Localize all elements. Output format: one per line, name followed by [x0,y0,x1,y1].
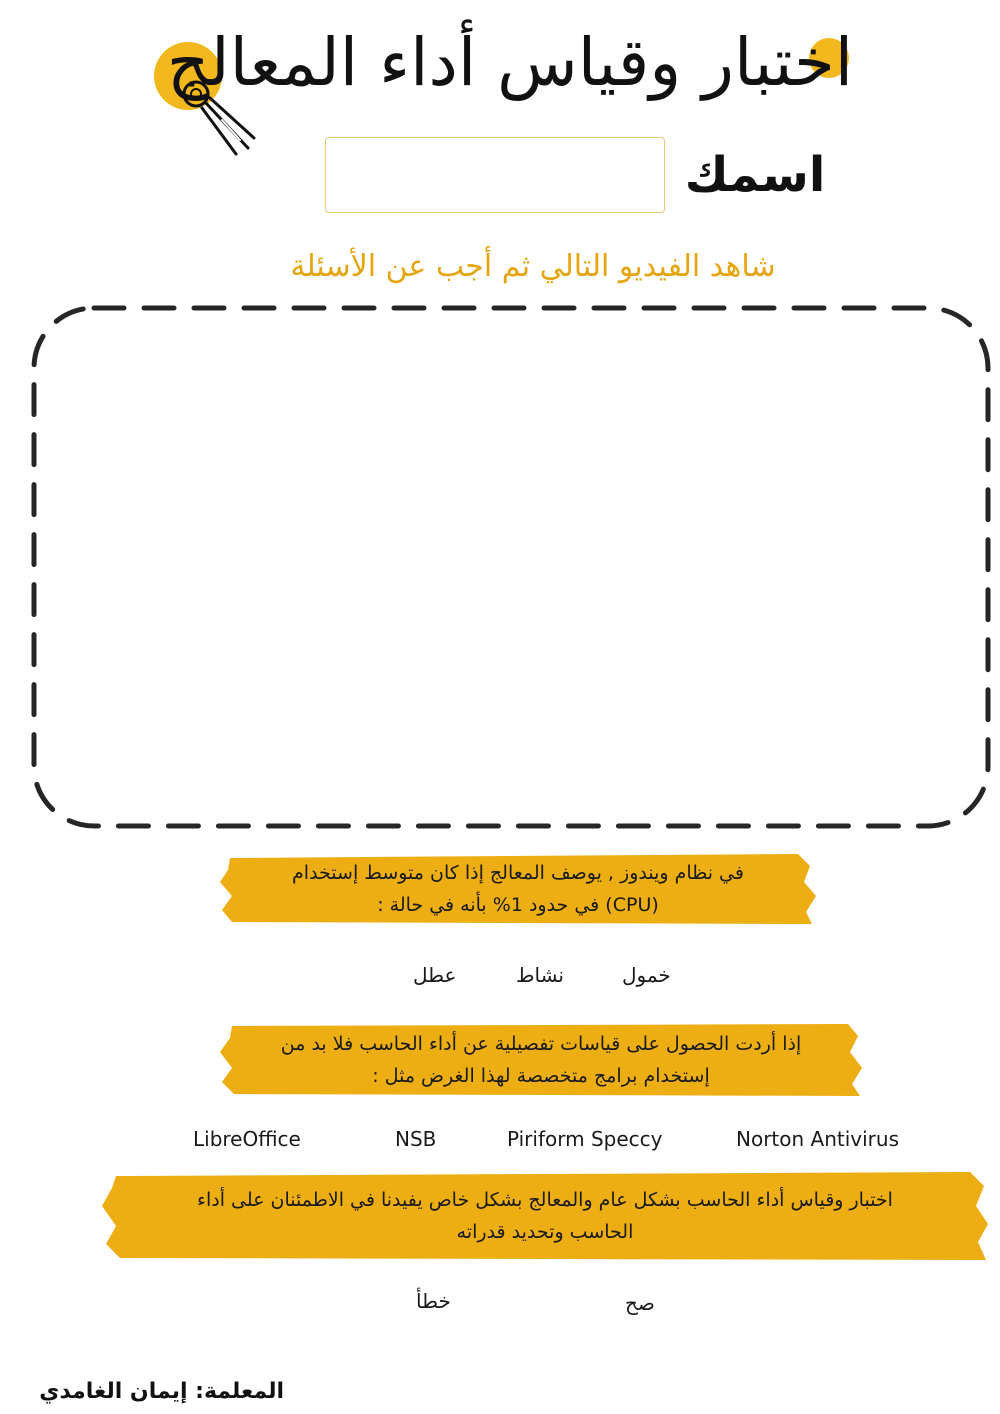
question-2-band [218,1022,864,1098]
question-3-line-2: الحاسب وتحديد قدراته [456,1221,634,1243]
page-title: اختبار وقياس أداء المعالج [166,24,854,101]
q1-option-fault[interactable]: عطل [413,963,457,987]
name-input[interactable] [325,137,665,213]
q3-option-false[interactable]: خطأ [416,1289,451,1313]
instruction-text: شاهد الفيديو التالي ثم أجب عن الأسئلة [290,249,776,284]
question-3-band [100,1170,990,1262]
q2-option-libreoffice[interactable]: LibreOffice [193,1127,301,1151]
q3-option-true[interactable]: صح [625,1291,655,1315]
question-2-line-1: إذا أردت الحصول على قياسات تفصيلية عن أداء الحاسب فلا بد من [280,1033,802,1055]
question-2-line-2: إستخدام برامج متخصصة لهذا الغرض مثل : [372,1065,710,1087]
q2-option-nsb[interactable]: NSB [395,1127,437,1151]
question-1-band [218,852,818,926]
q2-option-speccy[interactable]: Piriform Speccy [507,1127,663,1151]
teacher-name: المعلمة: إيمان الغامدي [39,1379,284,1404]
q2-option-norton[interactable]: Norton Antivirus [736,1127,899,1151]
video-frame[interactable] [28,302,994,832]
question-1-line-2: (CPU) في حدود 1% بأنه في حالة : [377,894,659,916]
question-3-line-1: اختبار وقياس أداء الحاسب بشكل عام والمعالج بشكل خاص يفيدنا في الاطمئنان على أداء [197,1189,893,1211]
q1-option-idle[interactable]: خمول [622,963,671,987]
q1-option-active[interactable]: نشاط [516,963,564,987]
question-1-line-1: في نظام ويندوز , يوصف المعالج إذا كان متوسط إستخدام [292,862,744,884]
name-label: اسمك [684,147,826,203]
